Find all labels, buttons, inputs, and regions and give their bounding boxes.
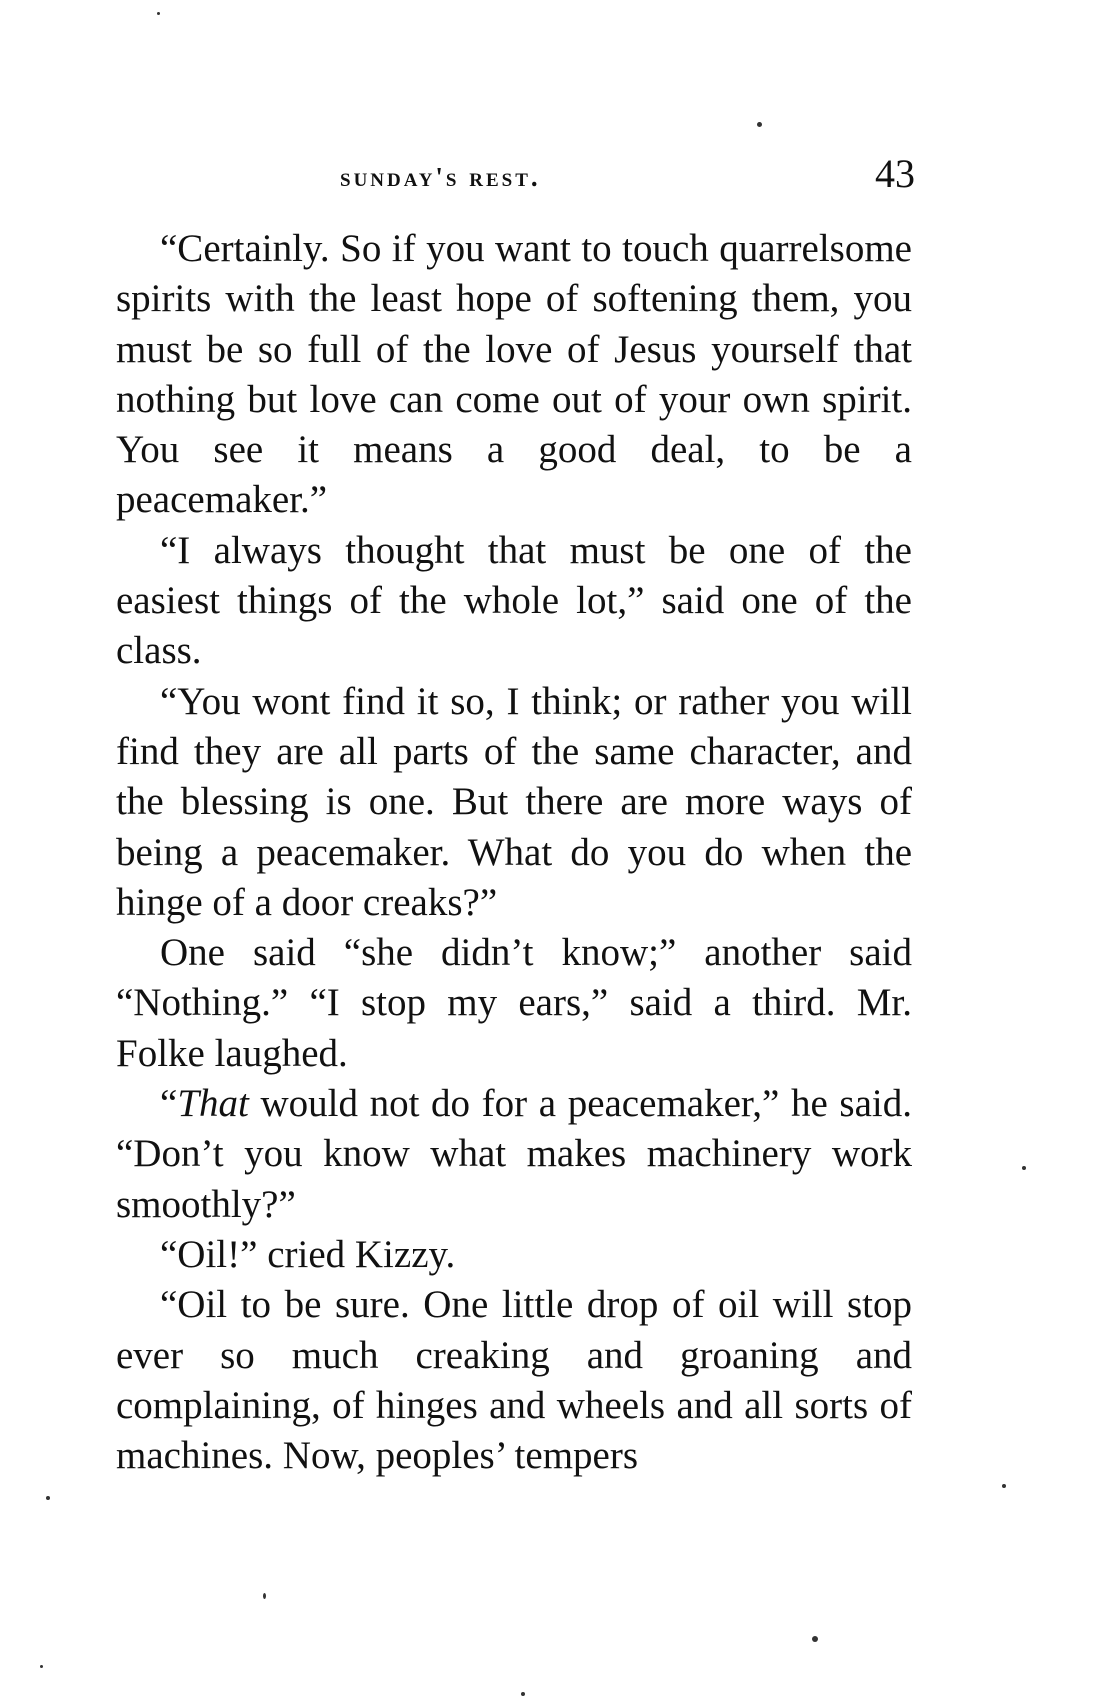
scan-speck (812, 1636, 818, 1642)
paragraph-5-rest: would not do for a peacemaker,” he said. “Don’t you know what makes machinery work smoothly?” (116, 1082, 912, 1226)
paragraph-5 (116, 1079, 912, 1230)
running-title: sunday's rest. (340, 162, 541, 192)
scan-speck (1002, 1484, 1006, 1488)
body-text (116, 224, 912, 1481)
scan-speck (157, 12, 160, 15)
scan-speck (757, 122, 762, 127)
paragraph-5-open-quote: “ (160, 1082, 178, 1126)
scan-speck (521, 1692, 525, 1696)
paragraph-4: One said “she didn’t know;” another said “Nothing.” “I stop my ears,” said a third. Mr. Folke laughed. (116, 931, 912, 1075)
paragraph-6: “Oil!” cried Kizzy. (160, 1232, 456, 1276)
scan-speck (263, 1593, 266, 1599)
scan-speck (1022, 1166, 1026, 1170)
page-number: 43 (875, 151, 915, 196)
paragraph-5-italic: That (177, 1082, 249, 1126)
paragraph-2: “I always thought that must be one of the easiest things of the whole lot,” said one of the class. (116, 528, 912, 673)
paragraph-7: “Oil to be sure. One little drop of oil will stop ever so much creaking and groaning and complaining, of hinges and wheels and all sorts of machines. Now, peoples’ tempers (116, 1283, 912, 1478)
paragraph-3: “You wont find it so, I think; or rather you will find they are all parts of the same character, and the blessing is one. But there are more ways of being a peacemaker. What do you do when the hinge of a door creaks?” (116, 679, 912, 924)
scan-speck (46, 1496, 50, 1500)
paragraph-1: “Certainly. So if you want to touch quarrelsome spirits with the least hope of softening them, you must be so full of the love of Jesus yourself that nothing but love can come out of your own spirit. You see it means a good deal, to be a peacemaker.” (116, 227, 912, 522)
scan-speck (40, 1665, 43, 1668)
running-head (115, 150, 915, 198)
